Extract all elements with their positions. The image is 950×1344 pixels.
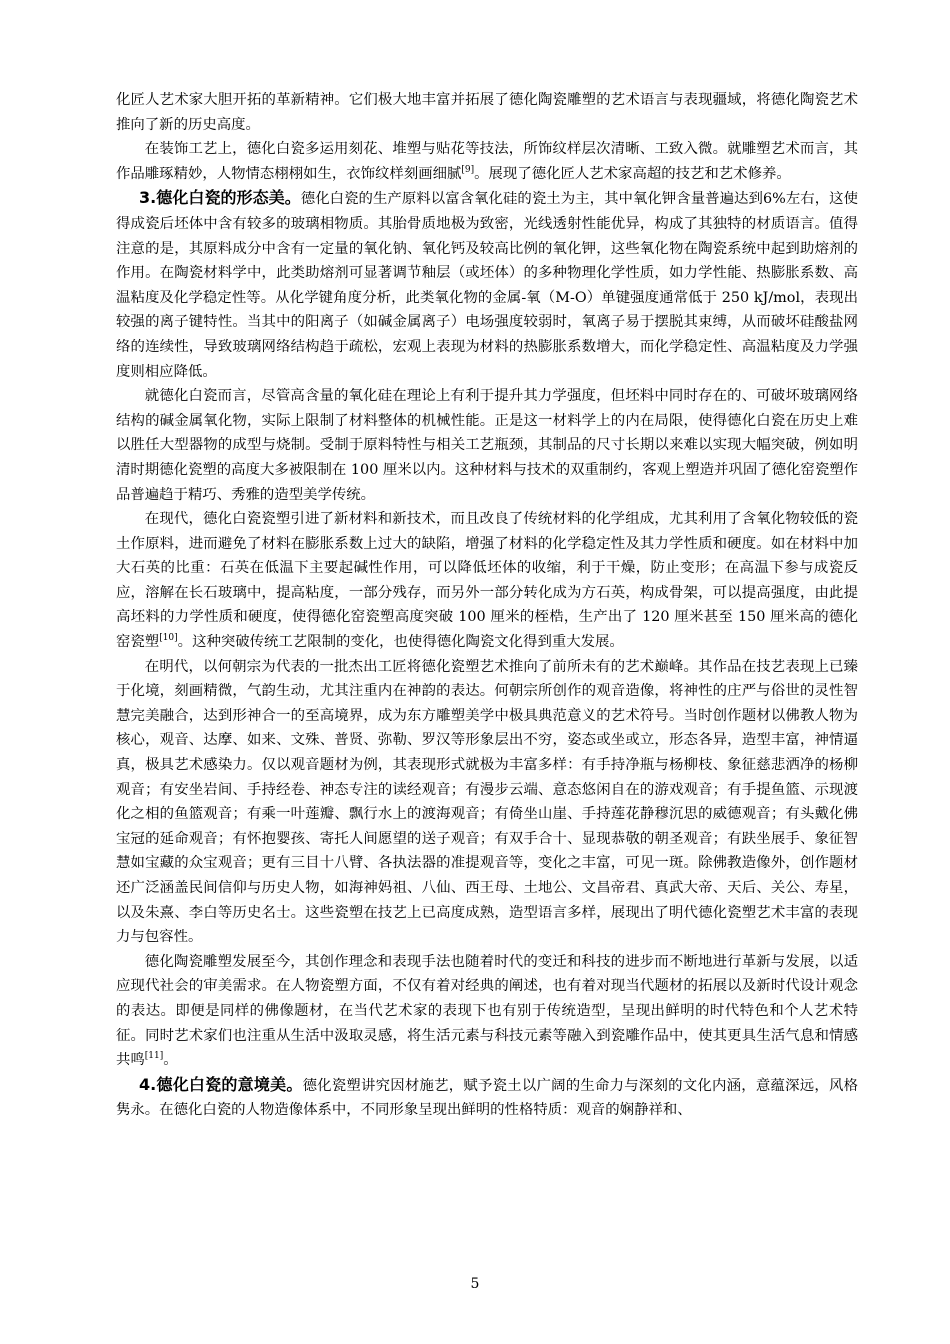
citation-marker: [9] (461, 164, 475, 175)
body-text (116, 88, 858, 1123)
citation-marker: [11] (144, 1051, 164, 1062)
paragraph-text: 德化瓷塑讲究因材施艺，赋予瓷土以广阔的生命力与深刻的文化内涵，意蕴深远，风格隽永。在德化白瓷的人物造像体系中，不同形象呈现出鲜明的性格特质：观音的娴静祥和、 (116, 1077, 858, 1119)
paragraph-decoration-craft (116, 137, 858, 186)
paragraph-text: 德化陶瓷雕塑发展至今，其创作理念和表现手法也随着时代的变迁和科技的进步而不断地进行革新与发展，以适应现代社会的审美需求。在人物瓷塑方面，不仅有着对经典的阐述，也有着对现当代题材的拓展以及新时代设计观念的表达。即便是同样的佛像题材，在当代艺术家的表现下也有别于传统造型，呈现出鲜明的时代特色和个人艺术特征。同时艺术家们也注重从生活中汲取灵感，将生活元素与科技元素等融入到瓷雕作品中，使其更具生活气息和情感共鸣 (116, 953, 858, 1069)
section-4-paragraph (116, 1073, 858, 1123)
page-number: 5 (470, 1276, 480, 1292)
paragraph-text: 德化白瓷的生产原料以富含氧化硅的瓷土为主，其中氧化钾含量普遍达到6%左右，这使得成瓷后坯体中含有较多的玻璃相物质。其胎骨质地极为致密，光线透射性能优异，构成了其独特的材质语言。值得注意的是，其原料成分中含有一定量的氧化钠、氧化钙及较高比例的氧化钾，这些氧化物在陶瓷系统中起到助熔剂的作用。在陶瓷材料学中，此类助熔剂可显著调节釉层（或坯体）的多种物理化学性质，如力学性能、热膨胀系数、高温粘度及化学稳定性等。从化学键角度分析，此类氧化物的金属-氧（M-O）单键强度通常低于 250 kJ/mol，表现出较强的离子键特性。当其中的阳离子（如碱金属离子）电场强度较弱时，氧离子易于摆脱其束缚，从而破坏硅酸盐网络的连续性，导致玻璃网络结构趋于疏松，宏观上表现为材料的热膨胀系数增大，而化学稳定性、高温粘度及力学强度则相应降低。 (116, 191, 858, 380)
paragraph-continued (116, 88, 858, 137)
paragraph-text: 在现代，德化白瓷瓷塑引进了新材料和新技术，而且改良了传统材料的化学组成，尤其利用了含氧化物较低的瓷土作原料，进而避免了材料在膨胀系数上过大的缺陷，增强了材料的化学稳定性及其力学性质和硬度。如在材料中加大石英的比重：石英在低温下主要起碱性作用，可以降低坯体的收缩，利于干燥，防止变形；在高温下参与成瓷反应，溶解在长石玻璃中，提高粘度，一部分残存，而另外一部分转化成为方石英，构成骨架，可以提高强度，由此提高坯料的力学性质和硬度，使得德化窑瓷塑高度突破 100 厘米的桎梏，生产出了 120 厘米甚至 150 厘米高的德化窑瓷塑 (116, 511, 858, 651)
section-heading: 4.德化白瓷的意境美。 (139, 1074, 303, 1094)
paragraph-text-after: 。展现了德化匠人艺术家高超的技艺和艺术修养。 (474, 165, 791, 182)
paragraph-text: 在装饰工艺上，德化白瓷多运用刻花、堆塑与贴花等技法，所饰纹样层次清晰、工致入微。就雕塑艺术而言，其作品雕琢精妙，人物情态栩栩如生，衣饰纹样刻画细腻 (116, 141, 858, 182)
paragraph-text-after: 。 (163, 1052, 178, 1069)
paragraph-ming-dynasty (116, 655, 858, 950)
section-heading: 3.德化白瓷的形态美。 (139, 188, 301, 208)
paragraph-contemporary (116, 950, 858, 1073)
paragraph-material-limits (116, 384, 858, 507)
paragraph-text: 就德化白瓷而言，尽管高含量的氧化硅在理论上有利于提升其力学强度，但坯料中同时存在的、可破坏玻璃网络结构的碱金属氧化物，实际上限制了材料整体的机械性能。正是这一材料学上的内在局限，使得德化白瓷在历史上难以胜任大型器物的成型与烧制。受制于原料特性与相关工艺瓶颈，其制品的尺寸长期以来难以实现大幅突破，例如明清时期德化瓷塑的高度大多被限制在 100 厘米以内。这种材料与技术的双重制约，客观上塑造并巩固了德化窑瓷塑作品普遍趋于精巧、秀雅的造型美学传统。 (116, 388, 858, 503)
paragraph-modern-materials (116, 507, 858, 655)
paragraph-text-after: 。这种突破传统工艺限制的变化，也使得德化陶瓷文化得到重大发展。 (177, 634, 624, 651)
paragraph-text: 化匠人艺术家大胆开拓的革新精神。它们极大地丰富并拓展了德化陶瓷雕塑的艺术语言与表现疆域，将德化陶瓷艺术推向了新的历史高度。 (116, 92, 858, 133)
paragraph-text: 在明代，以何朝宗为代表的一批杰出工匠将德化瓷塑艺术推向了前所未有的艺术巅峰。其作品在技艺表现上已臻于化境，刻画精微，气韵生动，尤其注重内在神韵的表达。何朝宗所创作的观音造像，将神性的庄严与俗世的灵性智慧完美融合，达到形神合一的至高境界，成为东方雕塑美学中极具典范意义的艺术符号。当时创作题材以佛教人物为核心，观音、达摩、如来、文殊、普贤、弥勒、罗汉等形象层出不穷，姿态或坐或立，形态各异，造型丰富，神情逼真，极具艺术感染力。仅以观音题材为例，其表现形式就极为丰富多样：有手持净瓶与杨柳枝、象征慈悲洒净的杨柳观音；有安坐岩间、手持经卷、神态专注的读经观音；有漫步云端、意态悠闲自在的游戏观音；有手提鱼篮、示现渡化之相的鱼篮观音；有乘一叶莲瓣、飘行水上的渡海观音；有倚坐山崖、手持莲花静穆沉思的威德观音；有头戴化佛宝冠的延命观音；有怀抱婴孩、寄托人间愿望的送子观音；有双手合十、显现恭敬的朝圣观音；有趺坐展手、象征智慧如宝藏的众宝观音；更有三目十八臂、各执法器的准提观音等，变化之丰富，可见一斑。除佛教造像外，创作题材还广泛涵盖民间信仰与历史人物，如海神妈祖、八仙、西王母、土地公、文昌帝君、真武大帝、天后、关公、寿星，以及朱熹、李白等历史名士。这些瓷塑在技艺上已高度成熟，造型语言多样，展现出了明代德化瓷塑艺术丰富的表现力与包容性。 (116, 658, 858, 946)
citation-marker: [10] (159, 633, 178, 644)
section-3-paragraph (116, 186, 858, 384)
